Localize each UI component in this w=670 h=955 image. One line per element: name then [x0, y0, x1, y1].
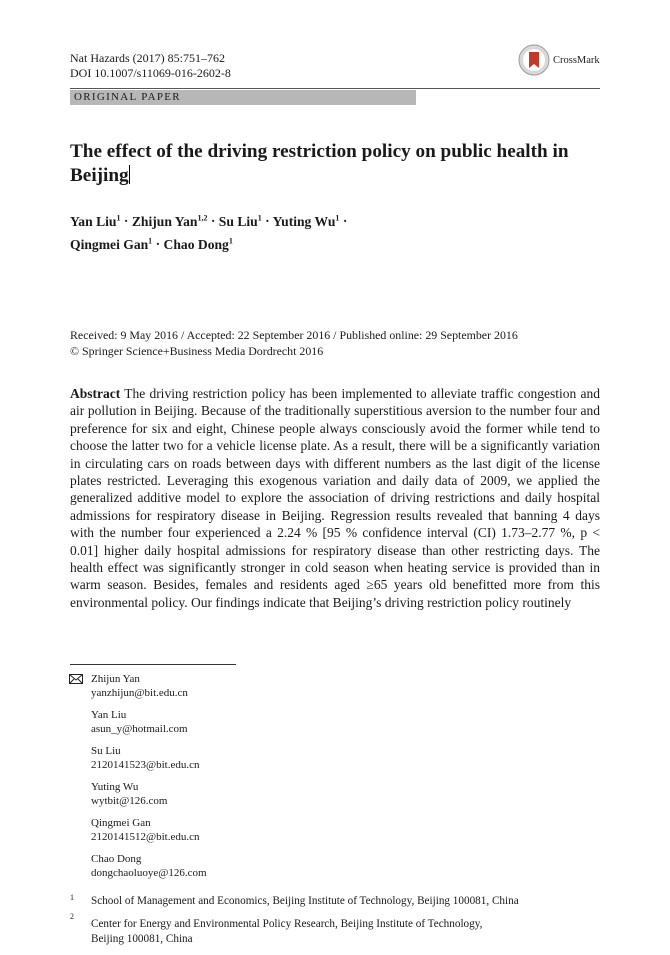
contact-entry [91, 744, 591, 772]
author[interactable]: Chao Dong$^1$ [163, 236, 233, 252]
contact-entry [91, 780, 591, 808]
contact-email[interactable]: 2120141512@bit.edu.cn [91, 831, 200, 843]
author[interactable]: Zhijun Yan$^{1,2}$ [131, 213, 208, 229]
contact-name: Su Liu [91, 745, 121, 757]
journal-citation: Nat Hazards (2017) 85:751–762 [70, 51, 225, 65]
contact-entry [91, 816, 591, 844]
contact-email[interactable]: 2120141523@bit.edu.cn [91, 759, 200, 771]
contact-name: Yuting Wu [91, 781, 139, 793]
affiliation-text [91, 917, 591, 946]
paper-title [70, 140, 570, 187]
affiliation-line: Center for Energy and Environmental Policy Research, Beijing Institute of Technology, [91, 918, 483, 930]
publication-dates [70, 328, 610, 359]
author[interactable]: Qingmei Gan$^1$ [70, 236, 153, 252]
header-rule [70, 88, 600, 89]
author[interactable]: Su Liu$^1$ [218, 213, 262, 229]
contact-name: Yan Liu [91, 709, 127, 721]
contact-email[interactable]: asun_y@hotmail.com [91, 723, 188, 735]
abstract-label: Abstract [70, 386, 121, 401]
contact-name: Chao Dong [91, 853, 142, 865]
contact-entry [91, 672, 591, 700]
envelope-icon [69, 674, 83, 684]
crossmark-icon [518, 44, 550, 76]
contact-email[interactable]: wytbit@126.com [91, 795, 168, 807]
affiliation-number: 1 [70, 893, 74, 902]
footnote-rule [70, 664, 236, 665]
contact-email[interactable]: dongchaoluoye@126.com [91, 867, 207, 879]
abstract-text: The driving restriction policy has been implemented to alleviate traffic congestion and air pollution in Beijing. Because of the traditionally superstitious aversion to the number four and preference for six and eight, Chinese people always consciously avoid the former while tend to choose the latter two for a vehicle license plate. As a result, there will be a significantly variation in circulating cars on roads between days with different numbers as the last digit of the license plates restricted. Leveraging this exogenous variation and daily data of 2009, we applied the generalized additive model to explore the association of driving restrictions and daily hospital admissions for respiratory disease in Beijing. Regression results revealed that banning 4 days with the number four experienced a 2.24 % [95 % confidence interval (CI) 1.73–2.77 %, p < 0.01] higher daily hospital admissions for respiratory disease than other restricting days. The health effect was significantly stronger in cold season when heating service is provided than in warm season. Besides, females and residents aged ≥65 years old benefitted more from this environmental policy. Our findings indicate that Beijing’s driving restriction policy routinely [70, 386, 600, 610]
contact-name: Qingmei Gan [91, 817, 151, 829]
author[interactable]: Yuting Wu$^1$ [272, 213, 340, 229]
doi[interactable]: DOI 10.1007/s11069-016-2602-8 [70, 66, 231, 80]
dates-line: Received: 9 May 2016 / Accepted: 22 September 2016 / Published online: 29 September 2016 [70, 328, 518, 342]
contact-entry [91, 852, 591, 880]
author-list: Yan Liu$^1$ · Zhijun Yan$^{1,2}$ · Su Liu$^1$ · Yuting $Wu^1$ · Qingmei Gan$^1$ · Chao Dong$^1$ [70, 213, 348, 252]
affiliation-number: 2 [70, 912, 74, 921]
abstract [70, 385, 600, 611]
text-cursor [129, 165, 130, 184]
contact-entry [91, 708, 591, 736]
section-banner: ORIGINAL PAPER [70, 90, 416, 105]
affiliation-text: School of Management and Economics, Beijing Institute of Technology, Beijing 100081, China [91, 895, 519, 907]
copyright-line: © Springer Science+Business Media Dordrecht 2016 [70, 343, 324, 358]
contact-email[interactable]: yanzhijun@bit.edu.cn [91, 687, 188, 699]
author[interactable]: Yan Liu$^1$ [70, 213, 121, 229]
crossmark-badge[interactable] [518, 43, 618, 77]
journal-header [70, 51, 231, 81]
contact-name: Zhijun Yan [91, 673, 140, 685]
paper-title-text: The effect of the driving restriction policy on public health in Beijing [70, 141, 569, 186]
crossmark-label: CrossMark [553, 54, 600, 66]
affiliation-line: Beijing 100081, China [91, 932, 193, 945]
